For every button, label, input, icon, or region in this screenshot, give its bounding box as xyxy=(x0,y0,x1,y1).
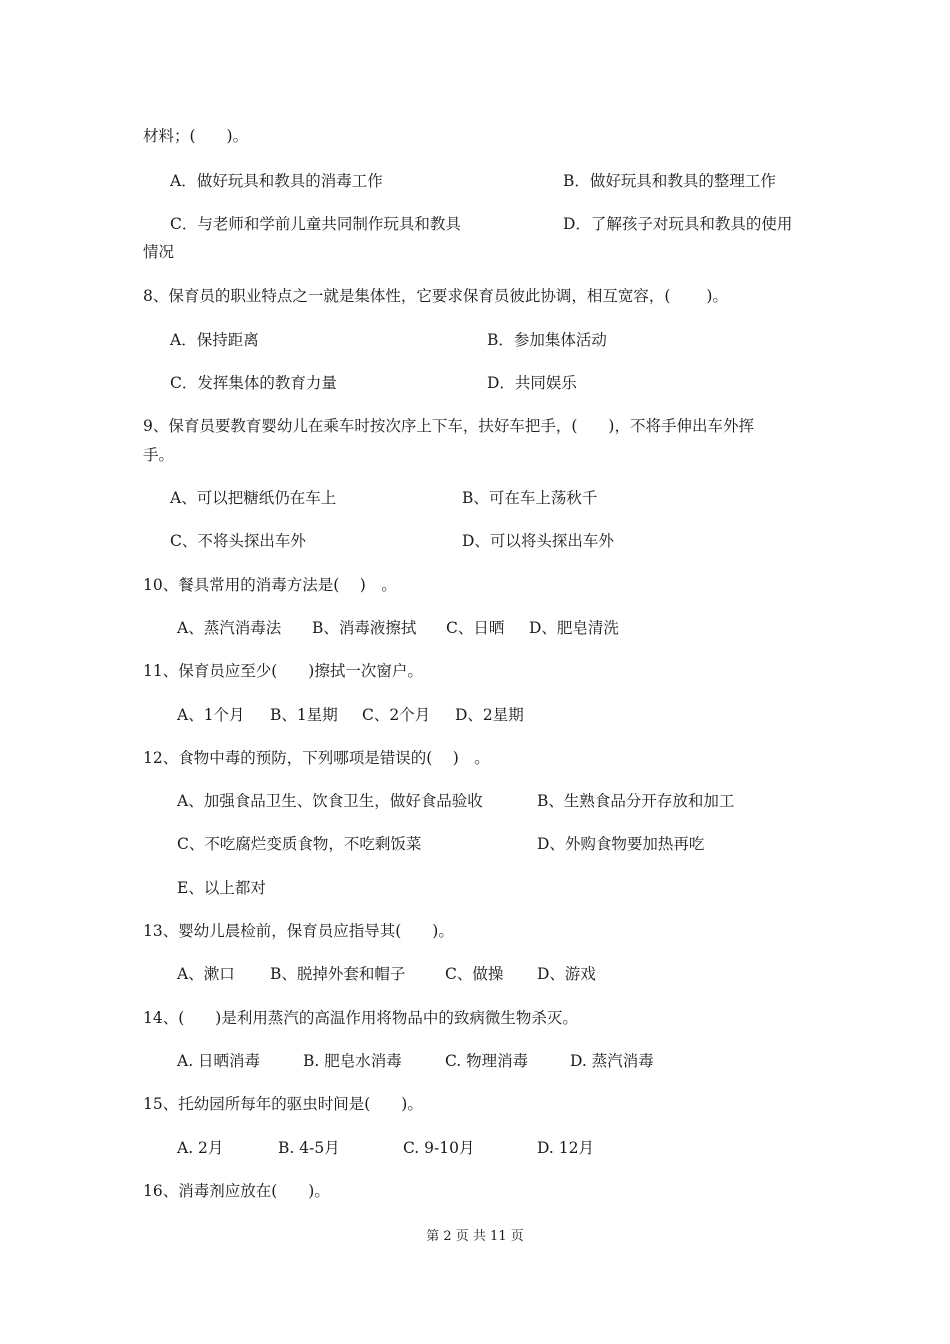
q12-option-d: D、外购食物要加热再吃 xyxy=(537,835,705,853)
q7-option-b: B．做好玩具和教具的整理工作 xyxy=(563,172,776,190)
q12-option-b: B、生熟食品分开存放和加工 xyxy=(537,792,735,810)
q11-option-a: A、1个月 xyxy=(177,706,245,724)
q7-option-c: C．与老师和学前儿童共同制作玩具和教具 xyxy=(170,215,461,233)
q13-option-c: C、做操 xyxy=(445,965,504,983)
q10-option-b: B、消毒液擦拭 xyxy=(312,619,417,637)
q7-stem-tail: 材料；( )。 xyxy=(143,127,249,145)
q8-option-c: C．发挥集体的教育力量 xyxy=(170,374,337,392)
q9-stem-line2: 手。 xyxy=(143,446,175,464)
q8-option-d: D．共同娱乐 xyxy=(487,374,577,392)
q9-option-a: A、可以把糖纸仍在车上 xyxy=(170,489,337,507)
q16-stem: 16、消毒剂应放在( )。 xyxy=(143,1182,330,1200)
q12-option-e: E、以上都对 xyxy=(177,879,266,897)
q13-stem: 13、婴幼儿晨检前，保育员应指导其( )。 xyxy=(143,922,454,940)
q8-option-b: B．参加集体活动 xyxy=(487,331,607,349)
page-number: 第 2 页 共 11 页 xyxy=(426,1229,524,1244)
q15-option-c: C. 9-10月 xyxy=(403,1139,475,1157)
q9-option-d: D、可以将头探出车外 xyxy=(462,532,614,550)
q14-option-d: D. 蒸汽消毒 xyxy=(570,1052,654,1070)
q15-stem: 15、托幼园所每年的驱虫时间是( )。 xyxy=(143,1095,423,1113)
q12-stem: 12、食物中毒的预防，下列哪项是错误的( ) 。 xyxy=(143,749,490,767)
q15-option-b: B. 4-5月 xyxy=(278,1139,340,1157)
q7-option-d-wrap: 情况 xyxy=(143,243,175,261)
q10-stem: 10、餐具常用的消毒方法是( ) 。 xyxy=(143,576,397,594)
q8-option-a: A．保持距离 xyxy=(170,331,259,349)
q13-option-a: A、漱口 xyxy=(177,965,235,983)
q11-option-d: D、2星期 xyxy=(455,706,524,724)
q9-option-b: B、可在车上荡秋千 xyxy=(462,489,598,507)
q11-option-b: B、1星期 xyxy=(270,706,338,724)
q14-stem: 14、( )是利用蒸汽的高温作用将物品中的致病微生物杀灭。 xyxy=(143,1009,578,1027)
q7-option-a: A．做好玩具和教具的消毒工作 xyxy=(170,172,383,190)
q14-option-a: A. 日晒消毒 xyxy=(177,1052,261,1070)
q13-option-d: D、游戏 xyxy=(537,965,596,983)
q11-option-c: C、2个月 xyxy=(362,706,431,724)
q15-option-d: D. 12月 xyxy=(537,1139,594,1157)
q15-option-a: A. 2月 xyxy=(177,1139,224,1157)
q10-option-c: C、日晒 xyxy=(446,619,505,637)
q8-stem: 8、保育员的职业特点之一就是集体性，它要求保育员彼此协调，相互宽容，( )。 xyxy=(143,287,728,305)
q9-option-c: C、不将头探出车外 xyxy=(170,532,306,550)
q7-option-d: D．了解孩子对玩具和教具的使用 xyxy=(563,215,793,233)
q14-option-b: B. 肥皂水消毒 xyxy=(303,1052,402,1070)
q11-stem: 11、保育员应至少( )擦拭一次窗户。 xyxy=(143,662,423,680)
q12-option-c: C、不吃腐烂变质食物，不吃剩饭菜 xyxy=(177,835,422,853)
q12-option-a: A、加强食品卫生、饮食卫生，做好食品验收 xyxy=(177,792,483,810)
q13-option-b: B、脱掉外套和帽子 xyxy=(270,965,406,983)
q9-stem-line1: 9、保育员要教育婴幼儿在乘车时按次序上下车，扶好车把手，( )，不将手伸出车外挥 xyxy=(143,417,754,435)
q10-option-a: A、蒸汽消毒法 xyxy=(177,619,282,637)
q14-option-c: C. 物理消毒 xyxy=(445,1052,529,1070)
q10-option-d: D、肥皂清洗 xyxy=(529,619,619,637)
